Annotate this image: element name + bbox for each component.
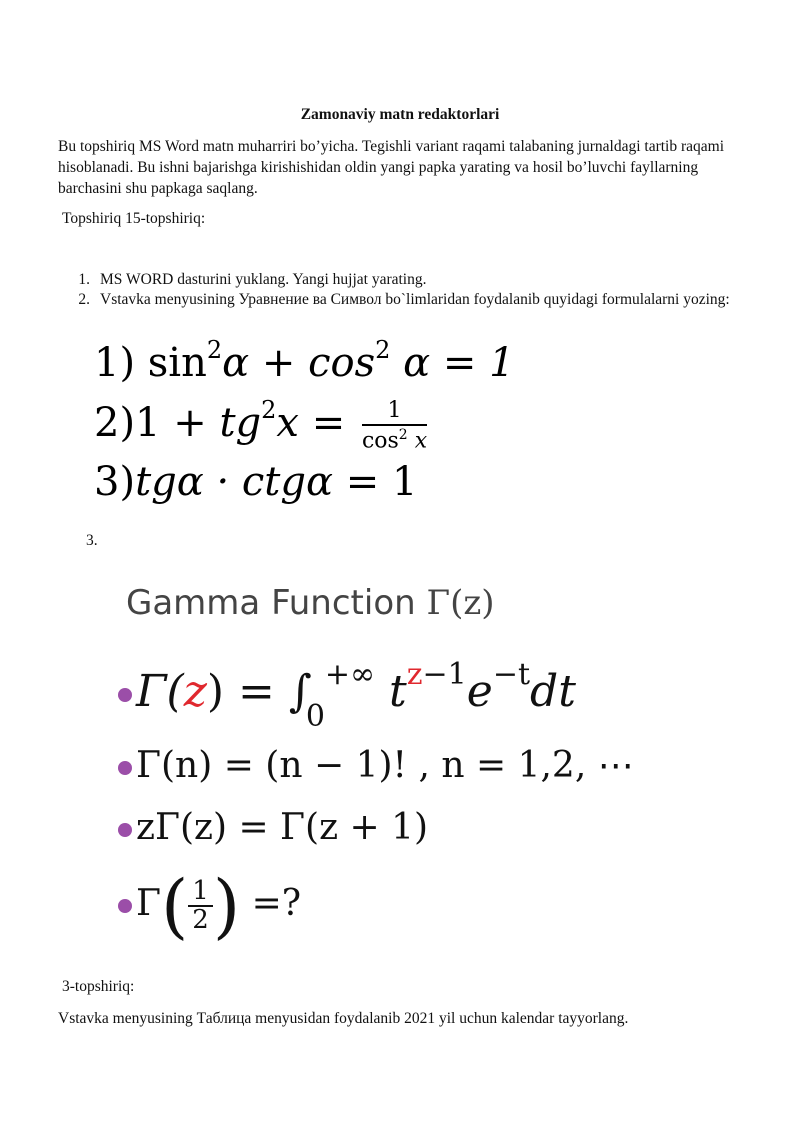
list-item-3-label: 3.: [86, 532, 98, 549]
fraction: $\frac{1}{2}$: [188, 878, 213, 935]
bullet-icon: [118, 899, 132, 913]
list-item-text: Vstavka menyusining Уравнение ва Символ bo`limlaridan foydalanib quyidagi formulalarni yozing:: [100, 291, 730, 308]
list-item: [58, 270, 778, 290]
steps-list: [58, 270, 778, 310]
task3-text: Vstavka menyusining Таблица menyusidan foydalanib 2021 yil uchun kalendar tayyorlang.: [58, 1010, 629, 1027]
formula-2: $2)1 + tg^2x$ = $\frac{1}{\cos^2 x}$: [94, 396, 428, 454]
trig-formulas-image: [84, 332, 574, 508]
list-item-text: MS WORD dasturini yuklang. Yangi hujjat yarating.: [100, 271, 427, 288]
fraction: $\frac{1}{\cos^2 x}$: [361, 397, 428, 454]
list-item-number: 2.: [78, 291, 90, 308]
gamma-function-image: [118, 575, 758, 955]
list-item-number: 1.: [78, 271, 90, 288]
bullet-icon: [118, 688, 132, 702]
bullet-icon: [118, 823, 132, 837]
document-title: Zamonaviy matn redaktorlari: [300, 106, 500, 123]
gamma-title: Gamma Function Γ(z): [126, 583, 495, 623]
gamma-formula-3: zΓ(z) = Γ(z + 1): [118, 807, 428, 848]
gamma-formula-1: $\Gamma(z) = \int_0^{+\infty}$ $t^{z-1}e^{-t}dt$: [118, 657, 576, 734]
gamma-formula-2: Γ(n) = (n − 1)! , n = 1,2, ⋯: [118, 745, 634, 786]
formula-3: 3)tgα · ctgα = 1: [94, 459, 418, 505]
gamma-formula-4: Γ( $\frac{1}{2}$ ) =?: [118, 865, 301, 947]
bullet-icon: [118, 761, 132, 775]
list-item: [58, 290, 778, 310]
intro-paragraph: Bu topshiriq MS Word matn muharriri bo’yicha. Tegishli variant raqami talabaning jurnaldagi tartib raqami hisoblanadi. Bu ishni bajarishga kirishishidan oldin yangi papka yarating va hosil bo’luvchi fayllarning barchasini shu papkaga saqlang.: [58, 138, 725, 197]
task3-heading: 3-topshiriq:: [62, 978, 135, 995]
task-heading: Topshiriq 15-topshiriq:: [62, 210, 206, 227]
formula-1: 1) $\sin^2\alpha + \cos^2 \alpha = 1$: [94, 336, 515, 386]
